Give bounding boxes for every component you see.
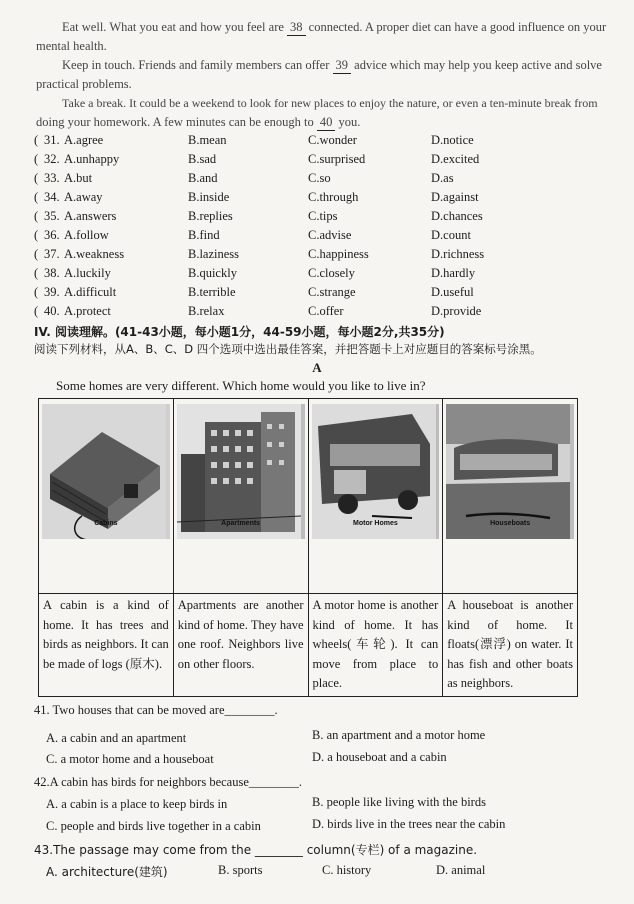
cloze-option-d[interactable]: D.against [431, 190, 479, 204]
cloze-option-c[interactable]: C.happiness [308, 247, 369, 261]
cloze-number: 38. [44, 266, 60, 280]
cloze-option-b[interactable]: B.and [188, 171, 218, 185]
answer-paren: ( [34, 209, 39, 223]
motorhome-caption: Motor Homes [353, 519, 398, 527]
apartment-picture-cell [173, 399, 308, 594]
apartment-image [177, 404, 305, 539]
passage-line-5: Take a break. It could be a weekend to look for new places to enjoy the nature, or even a ten-minute break from [62, 96, 598, 110]
houseboat-picture-cell [443, 399, 578, 594]
motorhome-description: A motor home is another kind of home. It has wheels(车轮). It can move from place to place. [308, 594, 443, 697]
blank-38: 38 [287, 20, 306, 36]
cabin-description: A cabin is a kind of home. It has trees and birds as neighbors. It can be made of logs (原木). [39, 594, 174, 697]
cloze-option-a[interactable]: A.difficult [64, 285, 117, 299]
cabin-caption: Cabins [94, 519, 118, 527]
q41-option-a[interactable]: A. a cabin and an apartment [46, 731, 187, 745]
homes-table [38, 398, 578, 697]
answer-paren: ( [34, 190, 39, 204]
cloze-option-d[interactable]: D.hardly [431, 266, 476, 280]
q42-option-a[interactable]: A. a cabin is a place to keep birds in [46, 797, 228, 811]
q42-option-d[interactable]: D. birds live in the trees near the cabin [312, 817, 506, 831]
passage-line-3: Keep in touch. Friends and family members can offer 39 advice which may help you keep active and solve [62, 58, 602, 72]
cloze-option-a[interactable]: A.unhappy [64, 152, 120, 166]
cloze-option-b[interactable]: B.inside [188, 190, 230, 204]
houseboat-image [446, 404, 574, 539]
motorhome-picture-cell [308, 399, 443, 594]
cloze-option-a[interactable]: A.away [64, 190, 103, 204]
question-42: 42.A cabin has birds for neighbors because________. [34, 775, 302, 789]
cloze-option-c[interactable]: C.through [308, 190, 359, 204]
passage-line-1: Eat well. What you eat and how you feel are 38 connected. A proper diet can have a good influence on your [62, 20, 607, 34]
section-title: IV. 阅读理解。(41-43小题，每小题1分，44-59小题，每小题2分,共35分) [34, 325, 445, 339]
passage-line-2: mental health. [36, 39, 107, 53]
cloze-option-b[interactable]: B.sad [188, 152, 217, 166]
houseboat-description: A houseboat is another kind of home. It floats(漂浮) on water. It has fish and other boats as neighbors. [443, 594, 578, 697]
houseboat-caption: Houseboats [490, 519, 531, 527]
cloze-option-d[interactable]: D.richness [431, 247, 485, 261]
cloze-option-b[interactable]: B.terrible [188, 285, 236, 299]
cloze-option-c[interactable]: C.tips [308, 209, 338, 223]
q42-option-b[interactable]: B. people like living with the birds [312, 795, 486, 809]
cloze-option-d[interactable]: D.chances [431, 209, 483, 223]
q41-option-d[interactable]: D. a houseboat and a cabin [312, 750, 447, 764]
cloze-option-a[interactable]: A.answers [64, 209, 117, 223]
cloze-option-d[interactable]: D.as [431, 171, 454, 185]
answer-paren: ( [34, 171, 39, 185]
cloze-option-c[interactable]: C.closely [308, 266, 355, 280]
cloze-option-b[interactable]: B.relax [188, 304, 225, 318]
cloze-option-d[interactable]: D.useful [431, 285, 474, 299]
cloze-option-d[interactable]: D.provide [431, 304, 482, 318]
cloze-option-c[interactable]: C.surprised [308, 152, 366, 166]
answer-paren: ( [34, 247, 39, 261]
answer-paren: ( [34, 133, 39, 147]
question-43: 43.The passage may come from the ________ column(专栏) of a magazine. [34, 843, 478, 857]
cloze-number: 33. [44, 171, 60, 185]
answer-paren: ( [34, 304, 39, 318]
cabin-picture-cell [39, 399, 174, 594]
q41-option-b[interactable]: B. an apartment and a motor home [312, 728, 486, 742]
cloze-option-a[interactable]: A.luckily [64, 266, 111, 280]
section-instruction: 阅读下列材料，从A、B、C、D 四个选项中选出最佳答案，并把答题卡上对应题目的答案标号涂黑。 [34, 342, 542, 356]
q41-option-c[interactable]: C. a motor home and a houseboat [46, 752, 214, 766]
answer-paren: ( [34, 152, 39, 166]
cloze-number: 36. [44, 228, 60, 242]
cloze-option-d[interactable]: D.excited [431, 152, 480, 166]
cabin-image [42, 404, 170, 539]
q43-option-c[interactable]: C. history [322, 863, 372, 877]
cloze-option-a[interactable]: A.protect [64, 304, 111, 318]
passage-line-4: practical problems. [36, 77, 132, 91]
cloze-option-b[interactable]: B.find [188, 228, 220, 242]
q43-option-d[interactable]: D. animal [436, 863, 486, 877]
q43-option-b[interactable]: B. sports [218, 863, 263, 877]
cloze-number: 34. [44, 190, 60, 204]
apartment-caption: Apartments [221, 519, 261, 527]
answer-paren: ( [34, 266, 39, 280]
passage-intro: Some homes are very different. Which home would you like to live in? [56, 378, 426, 393]
cloze-option-d[interactable]: D.notice [431, 133, 474, 147]
cloze-option-b[interactable]: B.quickly [188, 266, 237, 280]
cloze-option-c[interactable]: C.so [308, 171, 331, 185]
cloze-option-c[interactable]: C.advise [308, 228, 352, 242]
q43-option-a[interactable]: A. architecture(建筑) [46, 865, 168, 879]
answer-paren: ( [34, 228, 39, 242]
apartment-description: Apartments are another kind of home. They have one roof. Neighbors live on other floors. [173, 594, 308, 697]
cloze-number: 31. [44, 133, 60, 147]
cloze-option-a[interactable]: A.weakness [64, 247, 125, 261]
cloze-number: 32. [44, 152, 60, 166]
cloze-number: 37. [44, 247, 60, 261]
cloze-option-d[interactable]: D.count [431, 228, 471, 242]
answer-paren: ( [34, 285, 39, 299]
question-41: 41. Two houses that can be moved are________. [34, 703, 278, 717]
cloze-number: 40. [44, 304, 60, 318]
motorhome-image [312, 404, 440, 539]
cloze-option-c[interactable]: C.wonder [308, 133, 357, 147]
cloze-option-b[interactable]: B.replies [188, 209, 233, 223]
passage-line-6: doing your homework. A few minutes can be enough to 40 you. [36, 115, 361, 129]
blank-40: 40 [317, 115, 336, 131]
cloze-option-a[interactable]: A.but [64, 171, 93, 185]
cloze-option-a[interactable]: A.agree [64, 133, 104, 147]
q42-option-c[interactable]: C. people and birds live together in a cabin [46, 819, 261, 833]
cloze-option-c[interactable]: C.strange [308, 285, 356, 299]
blank-39: 39 [333, 58, 352, 74]
cloze-option-b[interactable]: B.mean [188, 133, 227, 147]
cloze-number: 35. [44, 209, 60, 223]
cloze-number: 39. [44, 285, 60, 299]
cloze-option-a[interactable]: A.follow [64, 228, 109, 242]
passage-letter: A [312, 360, 322, 375]
cloze-option-b[interactable]: B.laziness [188, 247, 240, 261]
cloze-option-c[interactable]: C.offer [308, 304, 344, 318]
